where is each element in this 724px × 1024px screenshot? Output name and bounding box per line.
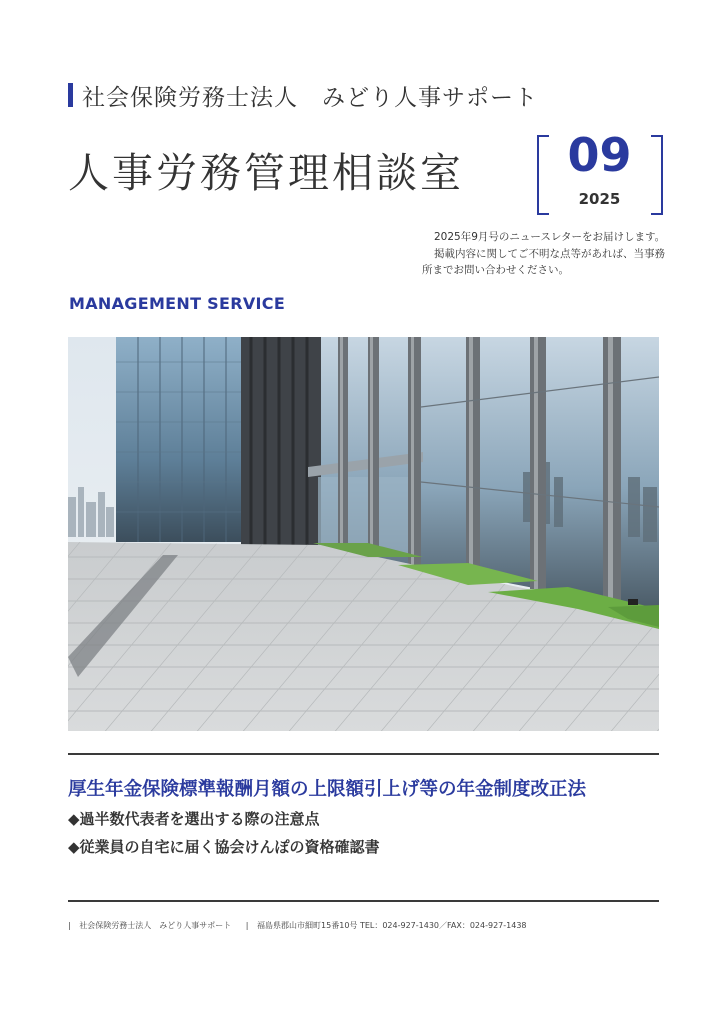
intro-line-1: 2025年9月号のニュースレターをお届けします。	[434, 231, 666, 243]
intro-line-2: 掲載内容に関してご不明な点等があれば、当事務	[434, 247, 665, 260]
footer	[68, 920, 527, 931]
issue-bracket-right	[651, 135, 663, 215]
intro-line-3: 所までお問い合わせください。	[422, 264, 569, 276]
divider-top	[68, 753, 659, 755]
footer-bar: |	[68, 921, 71, 930]
cover-photo-building	[68, 337, 659, 731]
lead-article-headline: 厚生年金保険標準報酬月額の上限額引上げ等の年金制度改正法	[68, 779, 587, 800]
title-accent-bar	[68, 83, 73, 107]
divider-bottom	[68, 900, 659, 902]
footer-address: 福島県郡山市細町15番10号 TEL：024-927-1430／FAX：024-927-1438	[257, 921, 527, 930]
intro-text	[422, 229, 667, 279]
issue-year: 2025	[578, 190, 621, 208]
footer-organization: 社会保険労務士法人 みどり人事サポート	[79, 921, 232, 930]
footer-divider: |	[245, 921, 249, 930]
issue-month: 09	[567, 128, 632, 182]
section-label: MANAGEMENT SERVICE	[69, 294, 286, 313]
article-item: ◆従業員の自宅に届く協会けんぽの資格確認書	[68, 838, 380, 856]
newsletter-title: 人事労務管理相談室	[68, 149, 464, 197]
organization-name: 社会保険労務士法人 みどり人事サポート	[82, 85, 538, 111]
article-item: ◆過半数代表者を選出する際の注意点	[68, 810, 320, 828]
